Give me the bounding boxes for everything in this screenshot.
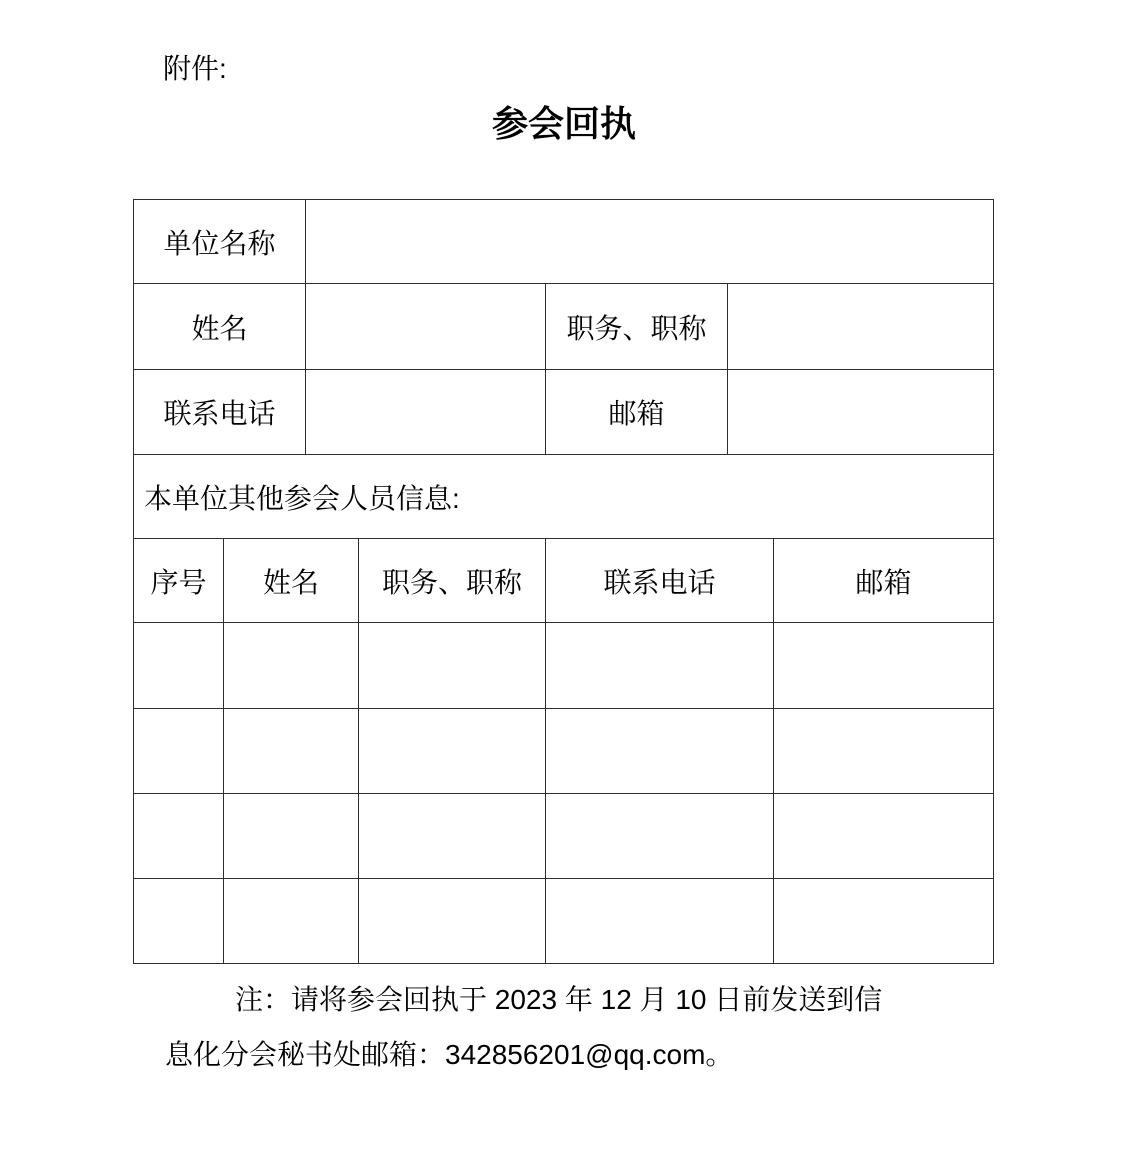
sub-table-header-row	[134, 539, 994, 623]
header-name-cell: 姓名	[224, 539, 359, 623]
empty-participant-row	[134, 709, 994, 794]
table-row	[134, 370, 994, 455]
table-row	[134, 284, 994, 370]
email-value-cell[interactable]	[728, 370, 994, 455]
phone-value-cell[interactable]	[546, 794, 774, 879]
phone-value-cell[interactable]	[546, 623, 774, 709]
attachment-label: 附件:	[163, 53, 227, 84]
header-email-cell: 邮箱	[774, 539, 994, 623]
empty-participant-row	[134, 879, 994, 964]
unit-name-label-cell: 单位名称	[134, 200, 306, 284]
email-value-cell[interactable]	[774, 794, 994, 879]
position-value-cell[interactable]	[728, 284, 994, 370]
position-value-cell[interactable]	[359, 623, 546, 709]
position-value-cell[interactable]	[359, 794, 546, 879]
name-value-cell[interactable]	[224, 709, 359, 794]
seq-value-cell[interactable]	[134, 623, 224, 709]
email-value-cell[interactable]	[774, 879, 994, 964]
phone-value-cell[interactable]	[546, 709, 774, 794]
empty-participant-row	[134, 794, 994, 879]
seq-value-cell[interactable]	[134, 879, 224, 964]
header-seq-cell: 序号	[134, 539, 224, 623]
name-value-cell[interactable]	[224, 879, 359, 964]
empty-participant-row	[134, 623, 994, 709]
footer-note	[165, 972, 995, 1082]
table-row	[134, 455, 994, 539]
phone-value-cell[interactable]	[546, 879, 774, 964]
seq-value-cell[interactable]	[134, 794, 224, 879]
reply-form-table	[133, 199, 994, 964]
others-section-header-cell: 本单位其他参会人员信息:	[134, 455, 994, 539]
name-value-cell[interactable]	[224, 794, 359, 879]
name-value-cell[interactable]	[224, 623, 359, 709]
phone-value-cell[interactable]	[306, 370, 546, 455]
header-position-cell: 职务、职称	[359, 539, 546, 623]
note-line-2: 息化分会秘书处邮箱：342856201@qq.com。	[165, 1039, 734, 1070]
name-label-cell: 姓名	[134, 284, 306, 370]
name-value-cell[interactable]	[306, 284, 546, 370]
header-phone-cell: 联系电话	[546, 539, 774, 623]
unit-name-value-cell[interactable]	[306, 200, 994, 284]
email-value-cell[interactable]	[774, 623, 994, 709]
page-title: 参会回执	[491, 103, 636, 144]
phone-label-cell: 联系电话	[134, 370, 306, 455]
email-value-cell[interactable]	[774, 709, 994, 794]
table-row	[134, 200, 994, 284]
position-value-cell[interactable]	[359, 709, 546, 794]
position-value-cell[interactable]	[359, 879, 546, 964]
seq-value-cell[interactable]	[134, 709, 224, 794]
position-label-cell: 职务、职称	[546, 284, 728, 370]
email-label-cell: 邮箱	[546, 370, 728, 455]
note-line-1: 注：请将参会回执于 2023 年 12 月 10 日前发送到信	[235, 984, 883, 1015]
